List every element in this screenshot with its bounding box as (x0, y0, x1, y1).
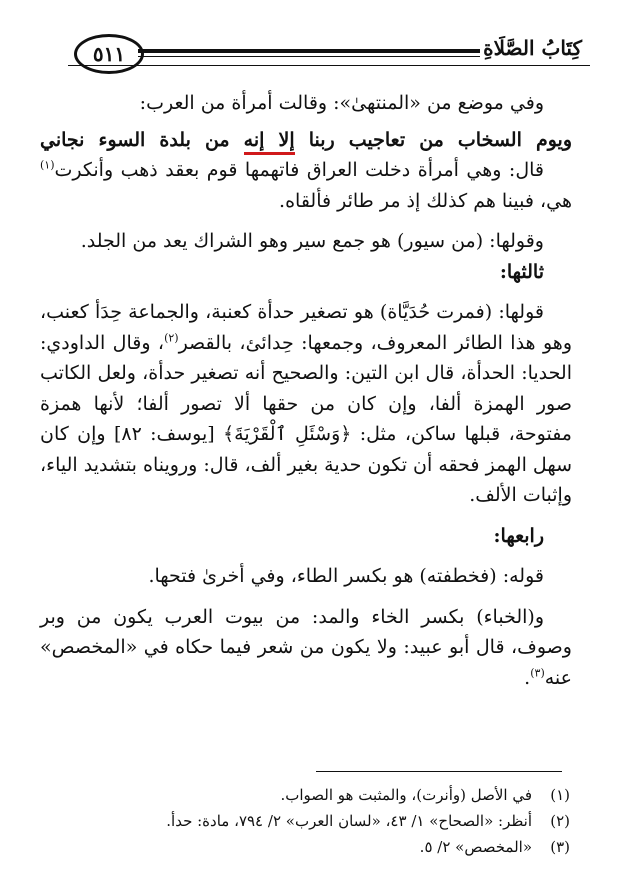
paragraph-suyur: وقولها: (من سيور) هو جمع سير وهو الشراك يعد من الجلد. (80, 230, 544, 252)
header-rule-thin (138, 56, 480, 57)
page-header (68, 30, 590, 74)
footnote-separator (316, 771, 562, 772)
header-rule-bottom (68, 65, 590, 66)
footnote-1 (40, 782, 570, 808)
paragraph-khiba (40, 602, 572, 694)
footnote-number: (٢) (550, 812, 570, 830)
footnote-3 (40, 834, 570, 860)
footnote-ref-3: (٣) (530, 666, 545, 680)
footnote-number: (٣) (550, 838, 570, 856)
verse-underlined-phrase: إلا إنه (244, 129, 295, 155)
paragraph-story-text: قال: وهي أمرأة دخلت العراق فاتهمها قوم بعقد ذهب وأنكرت (54, 159, 544, 181)
main-text (40, 88, 572, 693)
footnote-text: في الأصل (وأنرت)، والمثبت هو الصواب. (280, 786, 532, 804)
footnote-number: (١) (550, 786, 570, 804)
paragraph-khiba-end: . (524, 666, 531, 689)
page-number: ٥١١ (74, 34, 144, 74)
paragraph-story-end: هي، فبينا هم كذلك إذ مر طائر فألقاه. (279, 189, 572, 212)
section-heading-fourth: رابعها: (493, 524, 544, 547)
verse-second-hemistich: من بلدة السوء نجاني (40, 128, 230, 151)
footnote-text: «المخصص» ٢/ ٥. (419, 838, 532, 856)
footnotes (40, 782, 570, 860)
poetry-verse (40, 125, 572, 156)
paragraph-story (40, 155, 572, 216)
footnote-ref-2: (٢) (164, 331, 179, 345)
paragraph-hudayya-end: ، وقال الداودي: الحديا: الحدأة، قال ابن التين: والصحيح أنه تصغير حدأة، ولعل الكاتب صور الهمزة ألفا، وإن كان من حقها ألا تصور ألفا؛ لأنها همزة مفتوحة، قبلها ساكن، مثل: ﴿وَسْئَلِ ٱلْقَرْيَةَ﴾ [يوسف: ٨٢] وإن كان سهل الهمز فحقه أن تكون حدية بغير ألف، قال: ورويناه بتشديد الياء، وإثبات الألف. (40, 331, 572, 506)
book-title: كِتَابُ الصَّلَاةِ (483, 36, 582, 60)
footnote-text: أنظر: «الصحاح» ١/ ٤٣، «لسان العرب» ٢/ ٧٩٤، مادة: حدأ. (166, 812, 532, 830)
footnote-ref-1: (١) (40, 158, 55, 172)
footnote-2 (40, 808, 570, 834)
section-heading-third: ثالثها: (499, 260, 544, 283)
verse-first-hemistich: ويوم السخاب من تعاجيب ربنا (308, 128, 572, 151)
paragraph-intro: وفي موضع من «المنتهىٰ»: وقالت أمرأة من العرب: (139, 92, 544, 114)
paragraph-khatafathu: قوله: (فخطفته) هو بكسر الطاء، وفي أخرىٰ فتحها. (148, 565, 544, 587)
paragraph-khiba-text: و(الخباء) بكسر الخاء والمد: من بيوت العرب يكون من وبر وصوف، قال أبو عبيد: ولا يكون من شعر فيما حكاه في «المخصص» عنه (40, 605, 572, 689)
header-rule-thick (138, 49, 480, 53)
paragraph-hudayya (40, 297, 572, 511)
paragraph-hudayya-text: قولها: (فمرت حُدَيَّاة) هو تصغير حدأة كعنبة، والجماعة حِدَأ كعنب، وهو هذا الطائر المعروف، وجمعها: حِدائئ، بالقصر (40, 301, 573, 354)
